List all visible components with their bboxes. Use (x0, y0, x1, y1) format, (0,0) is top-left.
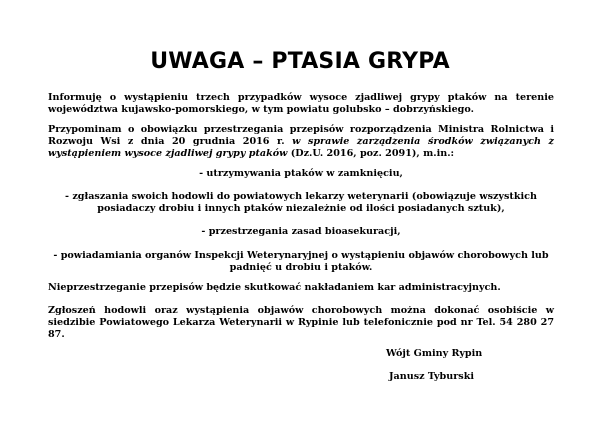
signature-name: Janusz Tyburski (389, 371, 474, 382)
reminder-lead: Przypominam o obowiązku przestrzegania przepisów rozporządzenia Ministra Rolnictwa i Rozwoju Wsi z dnia 20 grudnia 2016 r. (48, 124, 554, 147)
signature-role: Wójt Gminy Rypin (386, 348, 483, 359)
obligation-item: - utrzymywania ptaków w zamknięciu, (199, 168, 403, 179)
regulation-title: w sprawie zarządzenia środków związanych z wystąpieniem wysoce zjadliwej grypy ptaków (48, 136, 554, 159)
reminder-tail: (Dz.U. 2016, poz. 2091), m.in.: (287, 148, 455, 159)
reporting-paragraph: Zgłoszeń hodowli oraz wystąpienia objawów chorobowych można dokonać osobiście w siedzibie Powiatowego Lekarza Weterynarii w Rypinie lub telefonicznie pod nr Tel. 54 280 27 87. (48, 305, 554, 340)
obligation-item: - przestrzegania zasad bioasekuracji, (201, 226, 401, 237)
page-title: UWAGA – PTASIA GRYPA (150, 49, 450, 74)
intro-paragraph: Informuję o wystąpieniu trzech przypadków wysoce zjadliwej grypy ptaków na terenie województwa kujawsko-pomorskiego, w tym powiatu golubsko – dobrzyńskiego. (48, 92, 554, 115)
penalty-paragraph: Nieprzestrzeganie przepisów będzie skutkować nakładaniem kar administracyjnych. (48, 282, 501, 293)
obligation-item: - zgłaszania swoich hodowli do powiatowych lekarzy weterynarii (obowiązuje wszystkich posiadaczy drobiu i innych ptaków niezależnie od ilości posiadanych sztuk), (65, 191, 537, 214)
reminder-paragraph (48, 124, 554, 160)
obligation-item: - powiadamiania organów Inspekcji Weterynaryjnej o wystąpieniu objawów chorobowych lub padnięć u drobiu i ptaków. (53, 250, 549, 273)
